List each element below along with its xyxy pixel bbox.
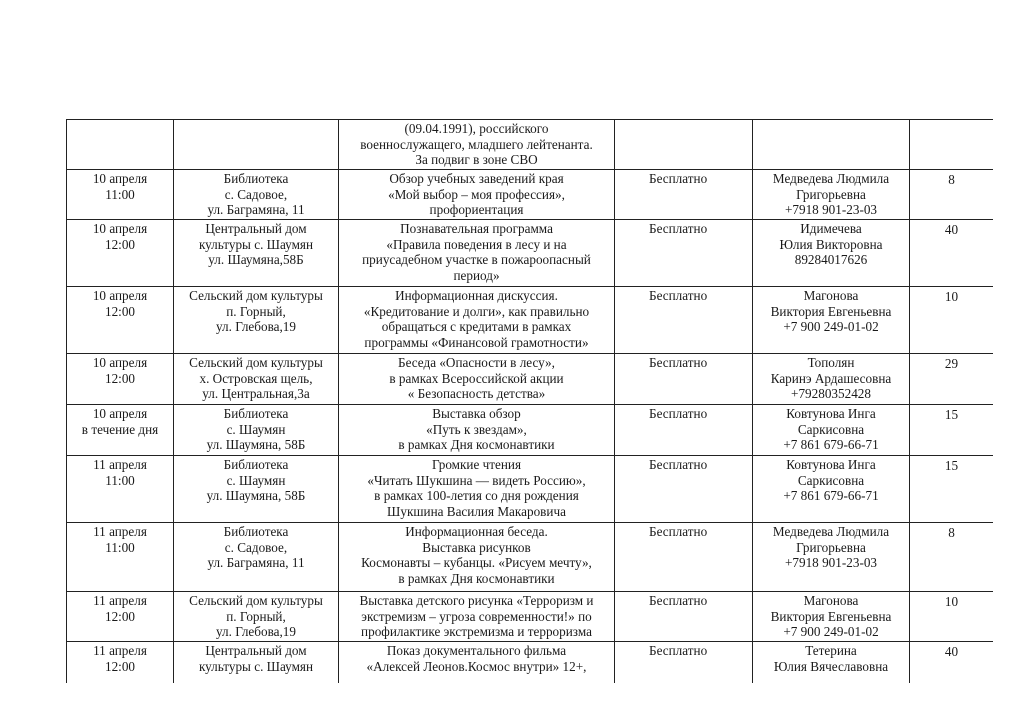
- event-cell: [339, 220, 615, 287]
- event-line: Показ документального фильма: [386, 643, 567, 658]
- contact-line: Ковтунова Инга: [786, 457, 876, 472]
- count-cell: [910, 120, 994, 170]
- event-cell: [339, 592, 615, 642]
- place-cell: [174, 120, 339, 170]
- date-cell: [67, 592, 174, 642]
- event-cell: [339, 642, 615, 684]
- contact-line: +7 900 249-01-02: [783, 319, 879, 335]
- event-line: Выставка детского рисунка «Терроризм и: [359, 593, 594, 608]
- contact-cell: [753, 170, 910, 220]
- contact-cell: [753, 287, 910, 354]
- participants-count: 8: [948, 172, 955, 187]
- date-cell: [67, 220, 174, 287]
- date-line: в течение дня: [81, 421, 159, 437]
- place-line: с. Шаумян: [226, 421, 286, 437]
- contact-cell: [753, 642, 910, 684]
- count-cell: [910, 220, 994, 287]
- place-line: ул. Шаумяна,58Б: [208, 252, 304, 268]
- place-cell: [174, 456, 339, 523]
- place-cell: [174, 170, 339, 220]
- place-line: п. Горный,: [226, 608, 286, 624]
- price-label: Бесплатно: [649, 171, 708, 186]
- event-line: обращаться с кредитами в рамках: [381, 319, 572, 335]
- place-line: Центральный дом: [205, 221, 307, 236]
- price-cell: [615, 220, 753, 287]
- events-table: [66, 119, 993, 683]
- event-line: (09.04.1991), российского: [404, 121, 549, 136]
- place-cell: [174, 523, 339, 592]
- date-cell: [67, 354, 174, 405]
- contact-line: Магонова: [803, 288, 859, 303]
- place-line: культуры с. Шаумян: [198, 658, 314, 674]
- event-line: Информационная беседа.: [405, 524, 548, 539]
- table-row: [67, 642, 994, 684]
- place-line: культуры с. Шаумян: [198, 236, 314, 252]
- date-line: 10 апреля: [92, 355, 148, 370]
- contact-line: Медведева Людмила: [772, 524, 890, 539]
- count-cell: [910, 170, 994, 220]
- price-cell: [615, 170, 753, 220]
- price-cell: [615, 120, 753, 170]
- contact-line: +7918 901-23-03: [784, 555, 878, 571]
- event-line: Обзор учебных заведений края: [389, 171, 564, 186]
- event-cell: [339, 354, 615, 405]
- contact-line: Идимечева: [800, 221, 862, 236]
- price-cell: [615, 456, 753, 523]
- event-line: военнослужащего, младшего лейтенанта.: [360, 136, 593, 152]
- price-cell: [615, 354, 753, 405]
- date-line: 12:00: [104, 236, 136, 252]
- place-line: Библиотека: [223, 524, 289, 539]
- event-line: «Алексей Леонов.Космос внутри» 12+,: [366, 658, 587, 674]
- event-line: программы «Финансовой грамотности»: [364, 334, 589, 350]
- date-cell: [67, 456, 174, 523]
- event-line: в рамках Дня космонавтики: [398, 437, 555, 453]
- event-line: Шукшина Василия Макаровича: [387, 503, 566, 519]
- participants-count: 8: [948, 525, 955, 540]
- event-cell: [339, 405, 615, 456]
- count-cell: [910, 405, 994, 456]
- place-cell: [174, 642, 339, 684]
- count-cell: [910, 592, 994, 642]
- table-row: [67, 523, 994, 592]
- price-label: Бесплатно: [649, 643, 708, 658]
- count-cell: [910, 523, 994, 592]
- contact-cell: [753, 354, 910, 405]
- event-cell: [339, 523, 615, 592]
- event-line: Беседа «Опасности в лесу»,: [398, 355, 555, 370]
- event-line: Космонавты – кубанцы. «Рисуем мечту»,: [361, 555, 592, 571]
- place-line: ул. Шаумяна, 58Б: [206, 437, 306, 453]
- contact-line: Медведева Людмила: [772, 171, 890, 186]
- event-line: «Путь к звездам»,: [426, 421, 527, 437]
- participants-count: 29: [944, 356, 959, 371]
- place-line: с. Садовое,: [224, 539, 288, 555]
- date-line: 10 апреля: [92, 221, 148, 236]
- date-line: 11:00: [105, 186, 135, 202]
- participants-count: 40: [944, 222, 959, 237]
- participants-count: 15: [944, 458, 959, 473]
- contact-line: Саркисовна: [797, 421, 865, 437]
- place-line: ул. Шаумяна, 58Б: [206, 488, 306, 504]
- place-line: ул. Центральная,3а: [202, 386, 310, 402]
- price-label: Бесплатно: [649, 221, 708, 236]
- contact-line: Григорьевна: [796, 186, 866, 202]
- table-row: [67, 456, 994, 523]
- place-line: Центральный дом: [205, 643, 307, 658]
- contact-cell: [753, 592, 910, 642]
- event-line: в рамках 100-летия со дня рождения: [374, 488, 579, 504]
- price-cell: [615, 592, 753, 642]
- date-line: 12:00: [104, 370, 136, 386]
- event-line: Громкие чтения: [431, 457, 522, 472]
- place-line: Библиотека: [223, 406, 289, 421]
- event-line: «Читать Шукшина — видеть Россию»,: [367, 472, 586, 488]
- contact-line: +79280352428: [791, 386, 871, 402]
- date-cell: [67, 405, 174, 456]
- date-line: 12:00: [104, 303, 136, 319]
- event-line: Познавательная программа: [400, 221, 553, 236]
- event-line: экстремизм – угроза современности!» по: [361, 608, 592, 624]
- contact-cell: [753, 456, 910, 523]
- place-line: ул. Глебова,19: [216, 319, 296, 335]
- place-line: х. Островская щель,: [199, 370, 313, 386]
- price-label: Бесплатно: [649, 457, 708, 472]
- place-line: п. Горный,: [226, 303, 286, 319]
- table-row: [67, 287, 994, 354]
- contact-line: Саркисовна: [797, 472, 865, 488]
- contact-line: +7918 901-23-03: [784, 202, 878, 218]
- date-cell: [67, 642, 174, 684]
- date-line: 10 апреля: [92, 406, 148, 421]
- place-line: с. Шаумян: [226, 472, 286, 488]
- place-line: Сельский дом культуры: [189, 288, 323, 303]
- place-cell: [174, 354, 339, 405]
- event-line: Выставка рисунков: [422, 539, 531, 555]
- price-cell: [615, 405, 753, 456]
- date-cell: [67, 170, 174, 220]
- place-cell: [174, 287, 339, 354]
- contact-line: +7 900 249-01-02: [783, 624, 879, 640]
- participants-count: 15: [944, 407, 959, 422]
- place-cell: [174, 592, 339, 642]
- event-line: Информационная дискуссия.: [395, 288, 558, 303]
- contact-cell: [753, 523, 910, 592]
- event-cell: [339, 456, 615, 523]
- date-line: 10 апреля: [92, 288, 148, 303]
- date-line: 11:00: [105, 472, 135, 488]
- count-cell: [910, 287, 994, 354]
- place-line: Сельский дом культуры: [189, 355, 323, 370]
- event-line: приусадебном участке в пожароопасный: [362, 252, 591, 268]
- contact-line: Юлия Вячеславовна: [773, 658, 889, 674]
- event-line: Выставка обзор: [432, 406, 521, 421]
- price-label: Бесплатно: [649, 593, 708, 608]
- price-label: Бесплатно: [649, 406, 708, 421]
- document-page: [66, 119, 993, 683]
- contact-line: 89284017626: [794, 252, 868, 268]
- event-line: «Правила поведения в лесу и на: [386, 236, 567, 252]
- place-line: с. Садовое,: [224, 186, 288, 202]
- table-row: [67, 405, 994, 456]
- date-line: 11 апреля: [93, 643, 147, 658]
- events-table-body: [67, 120, 994, 684]
- contact-line: Каринэ Ардашесовна: [770, 370, 892, 386]
- place-line: Библиотека: [223, 171, 289, 186]
- price-label: Бесплатно: [649, 524, 708, 539]
- contact-line: Григорьевна: [796, 539, 866, 555]
- event-line: профилактике экстремизма и терроризма: [361, 624, 592, 640]
- contact-line: +7 861 679-66-71: [783, 437, 879, 453]
- table-row: [67, 354, 994, 405]
- contact-cell: [753, 120, 910, 170]
- contact-cell: [753, 405, 910, 456]
- place-line: ул. Баграмяна, 11: [207, 555, 305, 571]
- place-line: ул. Глебова,19: [216, 624, 296, 640]
- event-line: За подвиг в зоне СВО: [415, 152, 538, 168]
- count-cell: [910, 354, 994, 405]
- place-line: ул. Баграмяна, 11: [207, 202, 305, 218]
- event-line: «Кредитование и долги», как правильно: [363, 303, 590, 319]
- date-line: 11 апреля: [93, 457, 147, 472]
- contact-line: Виктория Евгеньевна: [770, 608, 892, 624]
- price-label: Бесплатно: [649, 355, 708, 370]
- count-cell: [910, 456, 994, 523]
- date-line: 12:00: [104, 608, 136, 624]
- date-cell: [67, 120, 174, 170]
- count-cell: [910, 642, 994, 684]
- event-line: профориентация: [429, 202, 524, 218]
- date-line: 10 апреля: [92, 171, 148, 186]
- date-line: 12:00: [104, 658, 136, 674]
- contact-line: Магонова: [803, 593, 859, 608]
- date-cell: [67, 523, 174, 592]
- contact-line: Виктория Евгеньевна: [770, 303, 892, 319]
- participants-count: 10: [944, 289, 959, 304]
- event-cell: [339, 170, 615, 220]
- price-cell: [615, 523, 753, 592]
- contact-cell: [753, 220, 910, 287]
- event-line: в рамках Дня космонавтики: [398, 570, 555, 586]
- contact-line: Юлия Викторовна: [779, 236, 883, 252]
- date-line: 11:00: [105, 539, 135, 555]
- contact-line: Ковтунова Инга: [786, 406, 876, 421]
- table-row: [67, 592, 994, 642]
- date-line: 11 апреля: [93, 593, 147, 608]
- event-line: « Безопасность детства»: [407, 386, 546, 402]
- place-cell: [174, 405, 339, 456]
- event-cell: [339, 287, 615, 354]
- contact-line: Тетерина: [805, 643, 857, 658]
- participants-count: 10: [944, 594, 959, 609]
- place-line: Сельский дом культуры: [189, 593, 323, 608]
- place-line: Библиотека: [223, 457, 289, 472]
- price-cell: [615, 642, 753, 684]
- contact-line: +7 861 679-66-71: [783, 488, 879, 504]
- date-line: 11 апреля: [93, 524, 147, 539]
- price-label: Бесплатно: [649, 288, 708, 303]
- contact-line: Тополян: [807, 355, 855, 370]
- event-line: в рамках Всероссийской акции: [389, 370, 564, 386]
- participants-count: 40: [944, 644, 959, 659]
- table-row: [67, 120, 994, 170]
- price-cell: [615, 287, 753, 354]
- table-row: [67, 170, 994, 220]
- event-line: «Мой выбор – моя профессия»,: [388, 186, 565, 202]
- event-line: период»: [453, 267, 500, 283]
- table-row: [67, 220, 994, 287]
- date-cell: [67, 287, 174, 354]
- place-cell: [174, 220, 339, 287]
- event-cell: [339, 120, 615, 170]
